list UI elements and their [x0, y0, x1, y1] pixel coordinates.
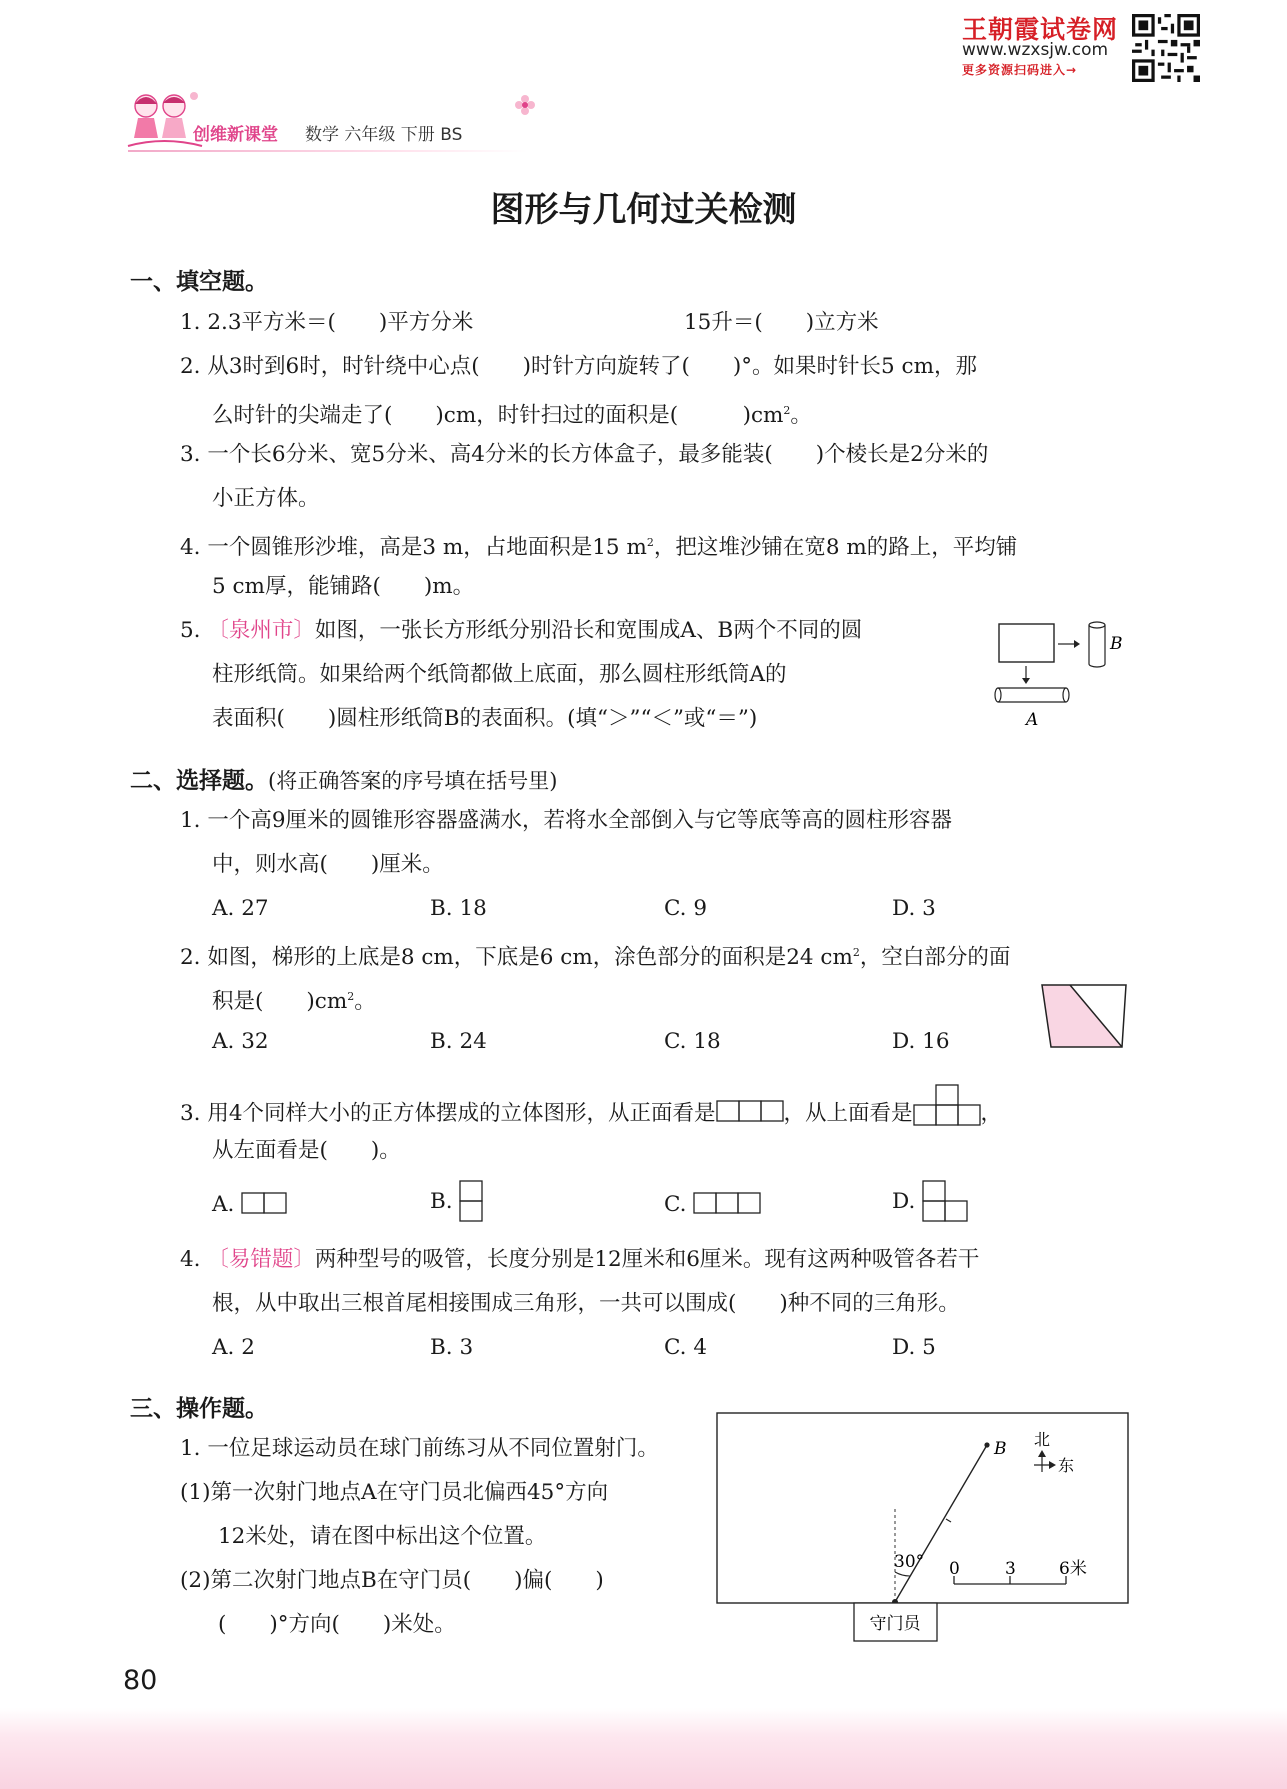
series-name: 创维新课堂	[193, 125, 278, 145]
choice-q3-option-d[interactable]: D.	[892, 1180, 968, 1222]
paper-cylinder-figure	[990, 616, 1132, 734]
goalkeeper-label: 守门员	[869, 1614, 921, 1634]
option-c-shape	[693, 1192, 761, 1214]
option-a-shape	[241, 1192, 287, 1214]
page-title: 图形与几何过关检测	[490, 190, 797, 230]
fill-q4-line1: 4. 一个圆锥形沙堆，高是3 m，占地面积是15 $m^2$，把这堆沙铺在宽8 m的路上，平均铺	[180, 535, 1018, 561]
north-label: 北	[1034, 1430, 1051, 1449]
top-view-figure	[913, 1084, 981, 1126]
page-number: 80	[123, 1665, 158, 1696]
section-choice-heading: 二、选择题。(将正确答案的序号填在括号里)	[130, 768, 558, 794]
choice-q3-line1: 3. 用4个同样大小的正方体摆成的立体图形，从正面看是 ，从上面看是 ，	[180, 1084, 1002, 1127]
scale-3: 3	[1005, 1559, 1016, 1579]
choice-q1-option-b[interactable]: B. 18	[430, 896, 487, 921]
choice-q3-option-b[interactable]: B.	[430, 1180, 483, 1222]
operate-q1-line1: 1. 一位足球运动员在球门前练习从不同位置射门。	[180, 1436, 659, 1461]
fill-q5-line3: 表面积( )圆柱形纸筒B的表面积。(填“＞”“＜”或“＝”)	[212, 706, 758, 731]
choice-q2-option-c[interactable]: C. 18	[664, 1029, 721, 1054]
scale-0: 0	[949, 1559, 960, 1579]
brand-scan-hint: 更多资源扫码进入→	[962, 63, 1078, 77]
scale-6: 6米	[1059, 1559, 1087, 1579]
footer-band	[0, 1708, 1287, 1789]
choice-q1-option-c[interactable]: C. 9	[664, 896, 708, 921]
choice-q3-option-a[interactable]: A.	[212, 1192, 287, 1217]
operate-q1-line3: 12米处，请在图中标出这个位置。	[218, 1524, 547, 1549]
choice-q2-option-b[interactable]: B. 24	[430, 1029, 487, 1054]
choice-q4-line1: 4. 〔易错题〕两种型号的吸管，长度分别是12厘米和6厘米。现有这两种吸管各若干	[180, 1247, 980, 1272]
choice-q1-line2: 中，则水高( )厘米。	[212, 852, 444, 877]
choice-q1-option-d[interactable]: D. 3	[892, 896, 936, 921]
fill-q5-line2: 柱形纸筒。如果给两个纸筒都做上底面，那么圆柱形纸筒A的	[212, 662, 787, 687]
east-label: 东	[1058, 1456, 1075, 1475]
choice-q2-option-d[interactable]: D. 16	[892, 1029, 950, 1054]
error-prone-tag: 〔易错题〕	[207, 1247, 315, 1272]
option-d-shape	[922, 1180, 968, 1222]
point-b-marker	[984, 1442, 989, 1447]
subject-info: 数学 六年级 下册 BS	[305, 125, 463, 145]
choice-q4-option-a[interactable]: A. 2	[212, 1335, 255, 1360]
choice-q2-line2: 积是( )$cm^2$。	[212, 989, 376, 1015]
fill-q3-line1: 3. 一个长6分米、宽5分米、高4分米的长方体盒子，最多能装( )个棱长是2分米的	[180, 442, 989, 467]
region-tag: 〔泉州市〕	[207, 618, 315, 643]
choice-q4-line2: 根，从中取出三根首尾相接围成三角形，一共可以围成( )种不同的三角形。	[212, 1291, 960, 1316]
qr-code-icon[interactable]	[1132, 14, 1200, 82]
fill-q1-part1: 1. 2.3平方米＝( )平方分米	[180, 310, 474, 335]
fill-q3-line2: 小正方体。	[212, 486, 320, 511]
point-b-label: B	[994, 1439, 1007, 1459]
field-map-figure	[716, 1412, 1130, 1644]
choice-q2-option-a[interactable]: A. 32	[212, 1029, 269, 1054]
fill-q5-line1: 5. 〔泉州市〕如图，一张长方形纸分别沿长和宽围成A、B两个不同的圆	[180, 618, 863, 643]
cylinder-a-label: A	[1026, 710, 1039, 730]
choice-q3-option-c[interactable]: C.	[664, 1192, 761, 1217]
operate-q1-line4: (2)第二次射门地点B在守门员( )偏( )	[180, 1568, 604, 1593]
brand-url[interactable]: www.wzxsjw.com	[962, 40, 1109, 60]
operate-q1-line2: (1)第一次射门地点A在守门员北偏西45°方向	[180, 1480, 609, 1505]
header-divider	[128, 150, 528, 152]
section-fill-heading: 一、填空题。	[130, 269, 268, 295]
choice-q1-line1: 1. 一个高9厘米的圆锥形容器盛满水，若将水全部倒入与它等底等高的圆柱形容器	[180, 808, 953, 833]
fill-q2-line2: 么时针的尖端走了( )cm，时针扫过的面积是( )$cm^2$。	[212, 403, 812, 429]
operate-q1-line5: ( )°方向( )米处。	[218, 1612, 456, 1637]
front-view-figure	[716, 1100, 784, 1122]
choice-q3-line2: 从左面看是( )。	[212, 1138, 401, 1163]
brand-title: 王朝霞试卷网	[962, 15, 1119, 44]
choice-q4-option-b[interactable]: B. 3	[430, 1335, 474, 1360]
choice-q4-option-d[interactable]: D. 5	[892, 1335, 936, 1360]
choice-q2-line1: 2. 如图，梯形的上底是8 cm，下底是6 cm，涂色部分的面积是24 $cm^2$，空白部分的面	[180, 945, 1011, 971]
angle-label: 30°	[894, 1552, 925, 1572]
fill-q4-line2: 5 cm厚，能铺路( )m。	[212, 574, 475, 599]
flower-icon	[514, 94, 536, 116]
fill-q2-line1: 2. 从3时到6时，时针绕中心点( )时针方向旋转了( )°。如果时针长5 cm，那	[180, 354, 977, 379]
option-b-shape	[459, 1180, 483, 1222]
choice-q4-option-c[interactable]: C. 4	[664, 1335, 708, 1360]
cartoon-kids-logo	[124, 88, 204, 150]
trapezoid-figure	[1036, 980, 1132, 1052]
fill-q1-part2: 15升＝( )立方米	[684, 310, 879, 335]
choice-q1-option-a[interactable]: A. 27	[212, 896, 269, 921]
cylinder-b-label: B	[1110, 634, 1123, 654]
section-operate-heading: 三、操作题。	[130, 1396, 268, 1422]
